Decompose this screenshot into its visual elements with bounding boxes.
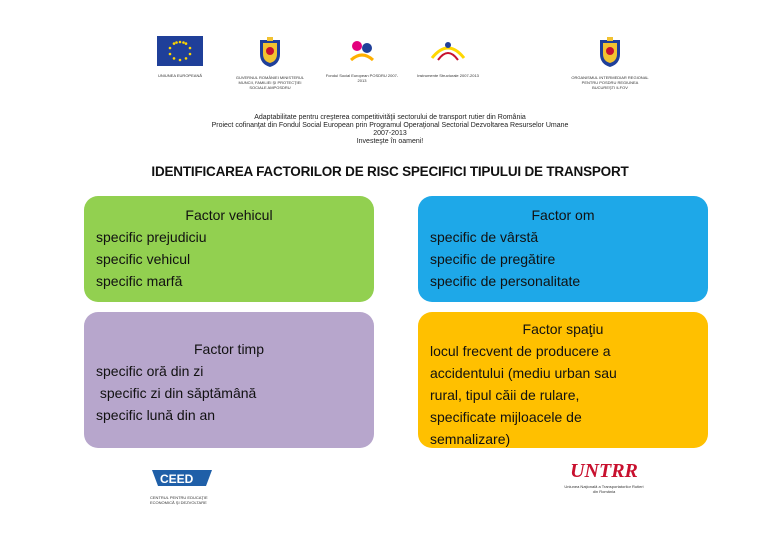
instruments-star-icon <box>428 36 468 66</box>
ceed-caption: CENTRUL PENTRU EDUCAŢIE ECONOMICĂ ŞI DEZVOLTARE <box>150 495 208 505</box>
card-item: specific lună din an <box>96 407 216 423</box>
coat-of-arms-icon <box>598 36 622 68</box>
ceed-logo <box>150 466 230 505</box>
project-line-3: 2007-2013 <box>373 130 407 137</box>
instruments-caption: Instrumente Structurale 2007-2013 <box>417 73 479 78</box>
eu-flag-icon <box>157 36 203 66</box>
project-info <box>150 114 630 146</box>
card-item: locul frecvent de producere a <box>430 343 611 359</box>
ceed-name: CEED <box>160 472 194 486</box>
card-item: specific prejudiciu <box>96 229 207 245</box>
project-line-4: Investeşte în oameni! <box>356 138 424 145</box>
untrr-name: UNTRR <box>570 460 638 482</box>
eu-caption: UNIUNEA EUROPEANĂ <box>157 73 202 78</box>
card-heading: Factor timp <box>193 341 264 357</box>
card-item: rural, tipul căii de rulare, <box>430 387 580 403</box>
card-item: specific zi din săptămână <box>96 385 257 401</box>
eu-logo <box>140 36 220 78</box>
oi-logo <box>570 36 650 90</box>
card-item: specificate mijloacele de <box>430 409 582 425</box>
ministry-caption: GUVERNUL ROMÂNIEI MINISTERUL MUNCII, FAMILIEI ŞI PROTECŢIEI SOCIALE AMPOSDRU <box>235 75 305 90</box>
card-heading: Factor vehicul <box>185 207 273 223</box>
ministry-logo <box>230 36 310 90</box>
project-line-1: Adaptabilitate pentru creşterea competitivităţii sectorului de transport rutier din România <box>254 114 526 121</box>
untrr-caption: Uniunea Naţională a Transportatorilor Rutieri din România <box>564 484 644 494</box>
card-item: specific oră din zi <box>96 363 204 379</box>
fse-figure-icon <box>345 36 379 66</box>
page-title: IDENTIFICAREA FACTORILOR DE RISC SPECIFICI TIPULUI DE TRANSPORT <box>151 164 629 179</box>
project-line-2: Proiect cofinanţat din Fondul Social European prin Programul Operaţional Sectorial Dezvoltarea Resurselor Umane <box>211 122 569 129</box>
header-logos <box>140 36 660 96</box>
card-heading: Factor om <box>531 207 595 223</box>
factor-vehicle-card <box>84 196 374 302</box>
card-item: specific de vârstă <box>430 229 539 245</box>
oi-caption: ORGANISMUL INTERMEDIAR REGIONAL PENTRU POSDRU REGIUNEA BUCUREŞTI ILFOV <box>571 75 649 90</box>
card-heading: Factor spaţiu <box>522 321 604 337</box>
card-item: specific de personalitate <box>430 273 581 289</box>
factor-space-card <box>418 312 708 448</box>
card-item: specific marfă <box>96 273 183 289</box>
card-item: accidentului (mediu urban sau <box>430 365 617 381</box>
fse-logo <box>322 36 402 83</box>
ceed-shape-icon <box>150 466 214 490</box>
card-item: specific vehicul <box>96 251 191 267</box>
instruments-logo <box>408 36 488 78</box>
factor-human-card <box>418 196 708 302</box>
card-item: specific de pregătire <box>430 251 556 267</box>
fse-caption: Fondul Social European POSDRU 2007-2013 <box>325 73 399 83</box>
factor-time-card <box>84 312 374 448</box>
coat-of-arms-icon <box>258 36 282 68</box>
untrr-logo <box>564 458 644 494</box>
card-item: semnalizare) <box>430 431 511 447</box>
